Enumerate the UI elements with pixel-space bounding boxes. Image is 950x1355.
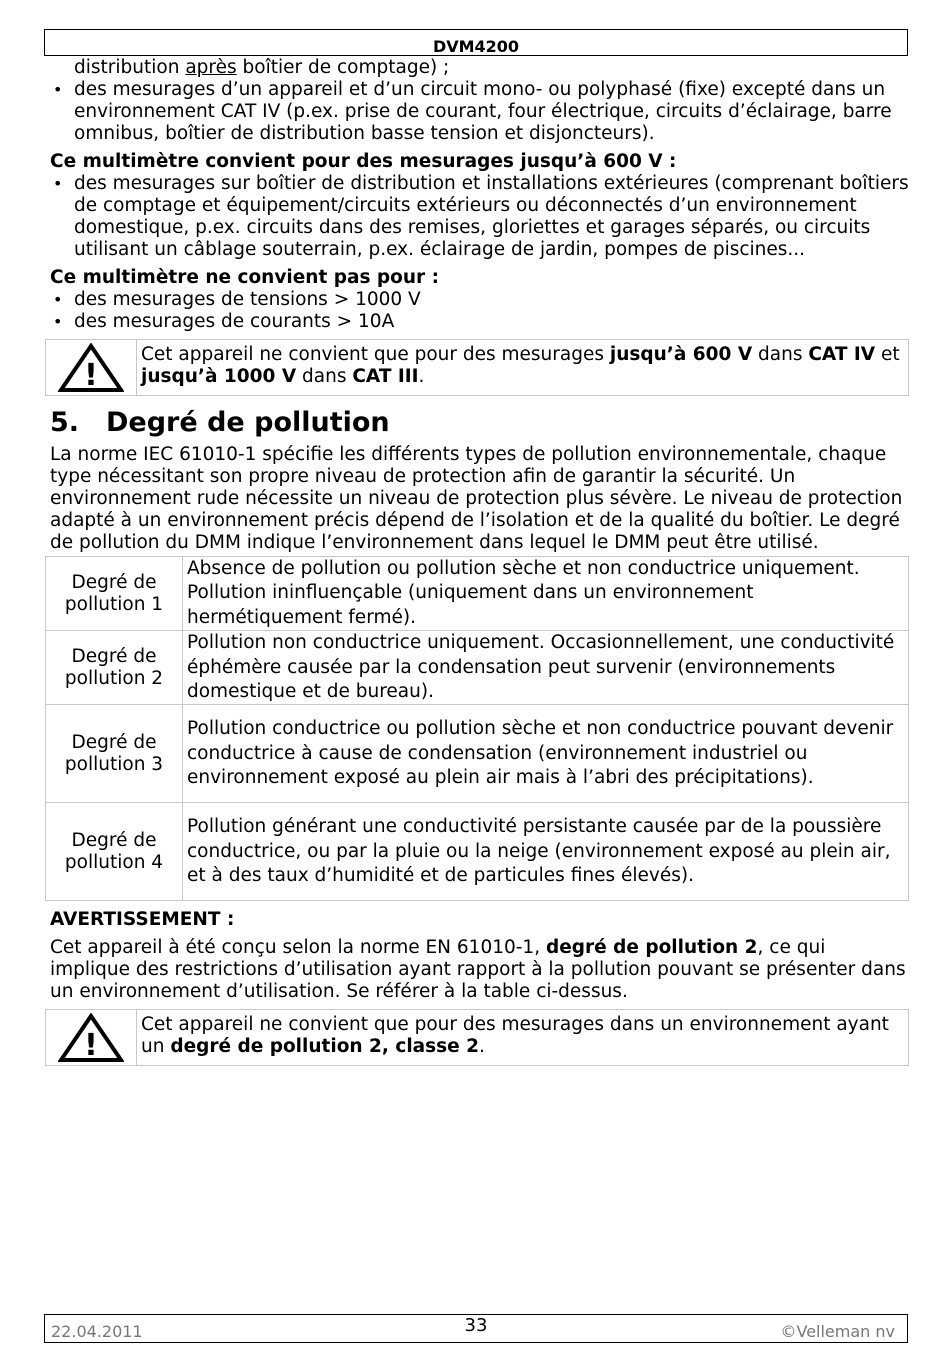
table-row (46, 803, 909, 901)
page-footer (44, 1314, 908, 1343)
suitable-list (50, 173, 910, 261)
not-suitable-list (50, 289, 910, 333)
warning-triangle-icon (46, 1010, 137, 1065)
bullet-icon: • (53, 174, 63, 193)
table-cell-desc: Absence de pollution ou pollution sèche et non conductrice uniquement. Pollution ininfluençable (uniquement dans un environnement hermétiquement fermé). (183, 557, 909, 631)
section-paragraph: La norme IEC 61010-1 spécifie les différents types de pollution environnementale, chaque type nécessitant son propre niveau de protection afin de garantir la sécurité. Un environnement rude nécessite un niveau de protection plus sévère. Le niveau de protection adapté à un environnement précis dépend de l’isolation et de la qualité du boîtier. Le degré de pollution du DMM indique l’environnement dans lequel le DMM peut être utilisé. (50, 444, 903, 553)
footer-copyright: ©Velleman nv (780, 1322, 895, 1341)
table-cell-label: Degré de pollution 1 (46, 557, 183, 631)
table-row (46, 705, 909, 803)
pollution-table (45, 556, 909, 901)
warning-box-pollution (45, 1009, 909, 1066)
table-cell-label: Degré de pollution 2 (46, 631, 183, 705)
svg-text:!: ! (84, 357, 98, 393)
list-item: • des mesurages de tensions > 1000 V (53, 289, 421, 310)
avertissement-text: Cet appareil à été conçu selon la norme EN 61010-1, degré de pollution 2, ce qui implique des restrictions d’utilisation ayant rapport à la pollution pouvant se présenter dans un environnement d’utilisation. Se référer à la table ci-dessus. (50, 937, 906, 1003)
bullet-icon: • (53, 80, 63, 99)
table-cell-desc: Pollution générant une conductivité persistante causée par de la poussière conductrice, ou par la pluie ou la neige (environnement exposé au plein air, et à des taux d’humidité et de particules fines élevés). (183, 803, 909, 901)
page-number: 33 (464, 1315, 488, 1336)
list-item: • des mesurages d’un appareil et d’un circuit mono- ou polyphasé (fixe) excepté dans un environnement CAT IV (p.ex. prise de courant, four électrique, circuits d’éclairage, barre omnibus, boîtier de distribution basse tension et disjoncteurs). (53, 79, 892, 144)
avertissement-heading: AVERTISSEMENT : (50, 909, 235, 931)
warning-box-voltage (45, 339, 909, 396)
list-item: • des mesurages de courants > 10A (53, 311, 395, 332)
intro-continuation: distribution après boîtier de comptage) ; (74, 57, 450, 78)
intro-list (50, 79, 910, 145)
section-title: 5. Degré de pollution (50, 407, 390, 438)
page-header (44, 29, 908, 56)
warning-triangle-icon (46, 340, 137, 395)
list-item: • des mesurages sur boîtier de distribution et installations extérieures (comprenant boîtiers de comptage et équipement/circuits extérieurs ou déconnectés d’un environnement domestique, p.ex. circuits dans des remises, gloriettes et garages séparés, ou circuits utilisant un câblage souterrain, p.ex. éclairage de jardin, pompes de piscines... (53, 173, 909, 260)
bullet-icon: • (53, 312, 63, 331)
suitable-heading: Ce multimètre convient pour des mesurages jusqu’à 600 V : (50, 151, 677, 172)
table-row (46, 557, 909, 631)
bullet-icon: • (53, 290, 63, 309)
table-cell-label: Degré de pollution 3 (46, 705, 183, 803)
header-title: DVM4200 (432, 37, 520, 56)
not-suitable-heading: Ce multimètre ne convient pas pour : (50, 267, 439, 288)
warning-text: Cet appareil ne convient que pour des mesurages jusqu’à 600 V dans CAT IV et jusqu’à 1000 V dans CAT III. (141, 344, 900, 387)
svg-text:!: ! (84, 1027, 98, 1063)
page-content (50, 57, 910, 1066)
table-cell-desc: Pollution conductrice ou pollution sèche et non conductrice pouvant devenir conductrice à cause de condensation (environnement industriel ou environnement exposé au plein air mais à l’abri des précipitations). (183, 705, 909, 803)
table-cell-label: Degré de pollution 4 (46, 803, 183, 901)
warning-text: Cet appareil ne convient que pour des mesurages dans un environnement ayant un degré de pollution 2, classe 2. (141, 1014, 889, 1058)
footer-date: 22.04.2011 (51, 1322, 143, 1341)
table-cell-desc: Pollution non conductrice uniquement. Occasionnellement, une conductivité éphémère causée par la condensation peut survenir (environnements domestique et de bureau). (183, 631, 909, 705)
table-row (46, 631, 909, 705)
